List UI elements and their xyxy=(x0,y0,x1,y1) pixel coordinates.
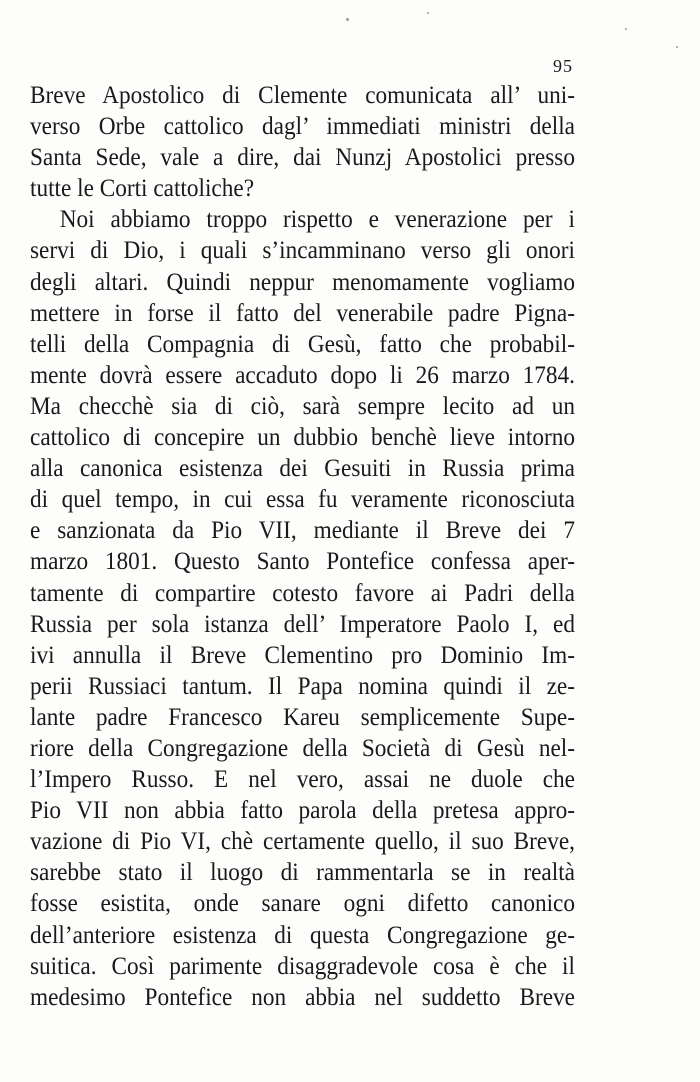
text-line: tamente di compartire cotesto favore ai Padri della xyxy=(30,579,575,607)
text-line: di quel tempo, in cui essa fu veramente riconosciuta xyxy=(30,486,575,514)
paper-speck xyxy=(625,28,627,30)
text-line: Santa Sede, vale a dire, dai Nunzj Apostolici presso xyxy=(30,144,575,172)
text-line: Ma checchè sia di ciò, sarà sempre lecito ad un xyxy=(30,392,575,420)
text-line: marzo 1801. Questo Santo Pontefice confessa aper- xyxy=(30,548,575,576)
text-line: sarebbe stato il luogo di rammentarla se in realtà xyxy=(30,859,575,887)
page-number: 95 xyxy=(553,56,573,76)
text-line: verso Orbe cattolico dagl’ immediati ministri della xyxy=(30,113,575,141)
text-line: cattolico di concepire un dubbio benchè lieve intorno xyxy=(30,424,575,452)
text-line: degli altari. Quindi neppur menomamente vogliamo xyxy=(30,268,575,296)
text-line: fosse esistita, onde sanare ogni difetto canonico xyxy=(30,890,575,918)
text-line: suitica. Così parimente disaggradevole cosa è che il xyxy=(30,952,575,980)
text-line: telli della Compagnia di Gesù, fatto che probabil- xyxy=(30,330,575,358)
text-line: tutte le Corti cattoliche? xyxy=(30,175,255,203)
text-line: vazione di Pio VI, chè certamente quello, il suo Breve, xyxy=(30,828,575,856)
text-line: dell’anteriore esistenza di questa Congregazione ge- xyxy=(30,921,575,949)
text-line: medesimo Pontefice non abbia nel suddetto Breve xyxy=(30,983,575,1011)
text-line: riore della Congregazione della Società di Gesù nel- xyxy=(30,734,575,762)
paper-speck xyxy=(427,12,429,14)
text-line: mettere in forse il fatto del venerabile padre Pigna- xyxy=(30,299,575,327)
text-line: l’Impero Russo. E nel vero, assai ne duole che xyxy=(30,766,575,794)
text-line: ivi annulla il Breve Clementino pro Dominio Im- xyxy=(30,641,575,669)
text-line: Russia per sola istanza dell’ Imperatore Paolo I, ed xyxy=(30,610,575,638)
text-line: e sanzionata da Pio VII, mediante il Breve dei 7 xyxy=(30,517,575,545)
body-text xyxy=(30,80,575,1013)
text-line: mente dovrà essere accaduto dopo li 26 marzo 1784. xyxy=(30,361,575,389)
text-line: alla canonica esistenza dei Gesuiti in Russia prima xyxy=(30,455,575,483)
text-line: lante padre Francesco Kareu semplicemente Supe- xyxy=(30,703,575,731)
text-line: perii Russiaci tantum. Il Papa nomina quindi il ze- xyxy=(30,672,575,700)
paper-speck xyxy=(676,46,678,48)
paper-speck xyxy=(346,18,349,21)
text-line: Breve Apostolico di Clemente comunicata all’ uni- xyxy=(30,82,575,109)
text-line: Noi abbiamo troppo rispetto e venerazione per i xyxy=(59,206,575,234)
text-line: Pio VII non abbia fatto parola della pretesa appro- xyxy=(30,797,575,825)
text-line: servi di Dio, i quali s’incamminano verso gli onori xyxy=(30,237,575,265)
